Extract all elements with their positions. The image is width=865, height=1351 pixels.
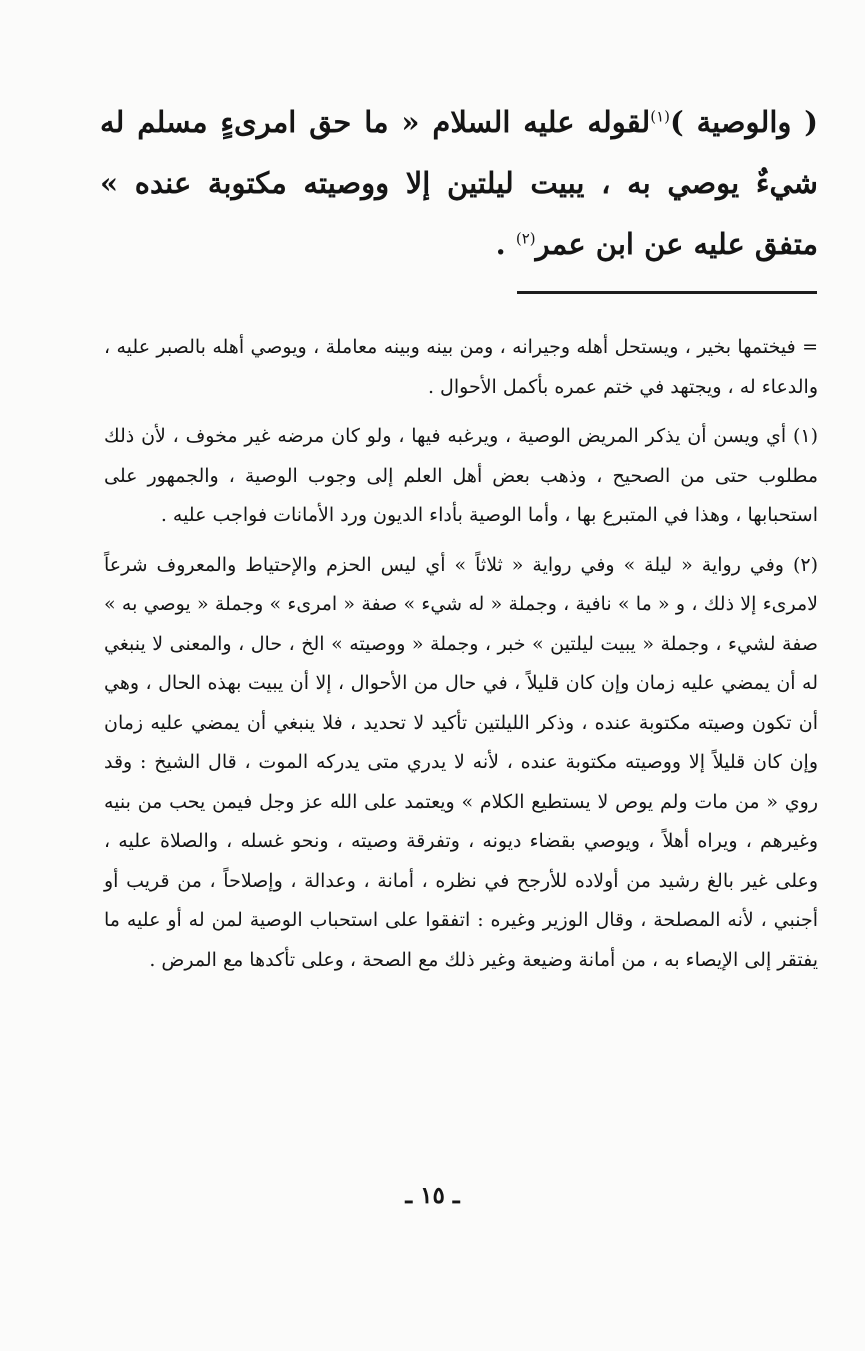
main-text-opening: ( والوصية ) [670, 105, 819, 139]
footnote-2: (٢) وفي رواية « ليلة » وفي رواية « ثلاثاً » أي ليس الحزم والإحتياط والمعروف شرعاً لامرىء إلا ذلك ، و « ما » نافية ، وجملة « له شيء » صفة « امرىء » وجملة « يوصي به » صفة لشيء ، وجملة « يبيت ليلتين » خبر ، وجملة « ووصيته » الخ ، حال ، والمعنى لا ينبغي له أن يمضي عليه زمان وإن كان قليلاً ، في حال من الأحوال ، إلا أن يبيت بهذه الحال ، وهي أن تكون وصيته مكتوبة عنده ، وذكر الليلتين تأكيد لا تحديد ، فلا ينبغي أن يمضي عليه زمان وإن كان قليلاً إلا ووصيته مكتوبة عنده ، لأنه لا يدري متى يدركه الموت ، قال الشيخ : وقد روي « من مات ولم يوص لا يستطيع الكلام » ويعتمد على الله عز وجل فيمن يحب من بنيه وغيرهم ، ويراه أهلاً ، ويوصي بقضاء ديونه ، وتفرقة وصيته ، ونحو غسله ، والصلاة عليه ، وعلى غير بالغ رشيد من أولاده للأرجح في نظره ، أمانة ، وعدالة ، وإصلاحاً ، من قريب أو أجنبي ، لأنه المصلحة ، وقال الوزير وغيره : اتفقوا على استحباب الوصية لمن له أو عليه ما يفتقر إلى الإيصاء به ، من أمانة وضيعة وغير ذلك مع الصحة ، وعلى تأكدها مع المرض . [104, 553, 818, 971]
footnote-ref-2: (٢) [515, 229, 536, 248]
main-text-body: لقوله عليه السلام « ما حق امرىءٍ مسلم له شيءٌ يوصي به ، يبيت ليلتين إلا ووصيته مكتوبة عنده » متفق عليه عن ابن عمر [100, 105, 818, 261]
footnote-continuation: = فيختمها بخير ، ويستحل أهله وجيرانه ، ومن بينه وبينه معاملة ، ويوصي أهله بالصبر عليه ، والدعاء له ، ويجتهد في ختم عمره بأكمل الأحوال . [104, 336, 818, 398]
footnote-divider [517, 291, 817, 294]
footnote-ref-1: (١) [650, 107, 671, 126]
main-text-ending: . [495, 227, 516, 261]
footnotes [104, 328, 818, 980]
main-text [100, 92, 818, 275]
footnote-1: (١) أي ويسن أن يذكر المريض الوصية ، ويرغبه فيها ، ولو كان مرضه غير مخوف ، لأن ذلك مطلوب حتى من الصحيح ، وذهب بعض أهل العلم إلى وجوب الوصية ، والجمهور على استحبابها ، وهذا في المتبرع بها ، وأما الوصية بأداء الديون ورد الأمانات فواجب عليه . [104, 425, 818, 526]
page-number: ـ ١٥ ـ [405, 1182, 460, 1209]
